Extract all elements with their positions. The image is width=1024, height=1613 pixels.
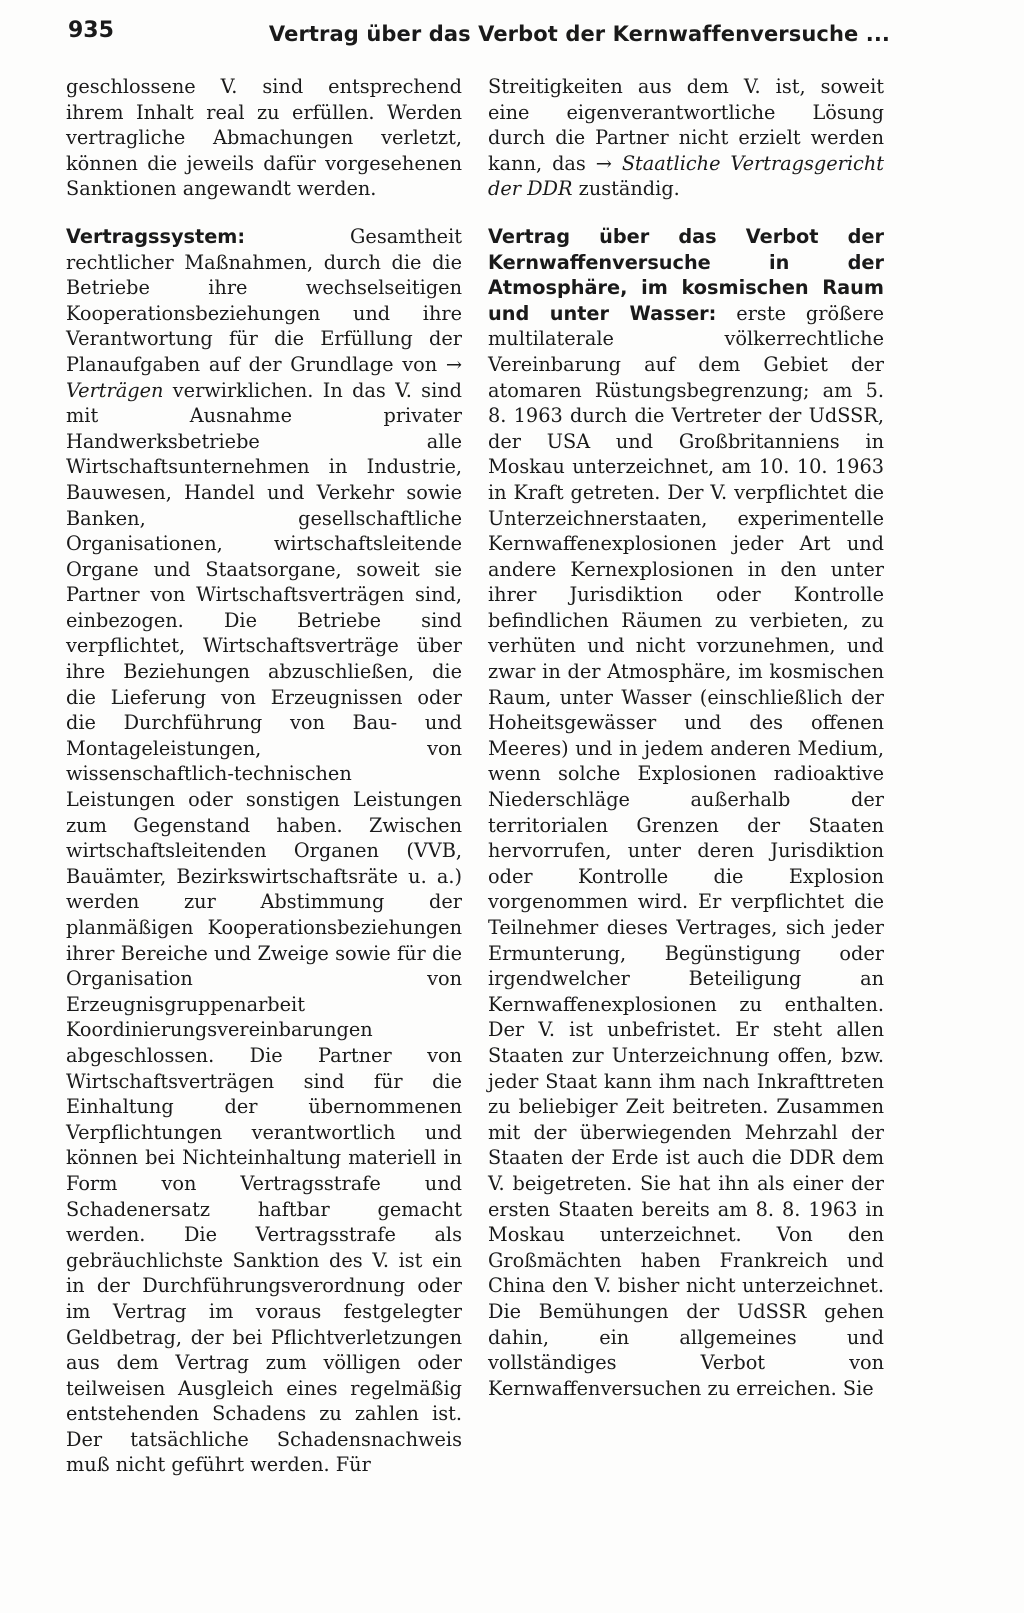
entry-text: zuständig. (572, 177, 680, 201)
arrow-icon: → (445, 352, 462, 376)
entry-text: Gesamtheit rechtlicher Maßnahmen, durch die die Betriebe ihre wechselseitigen Kooperationsbeziehungen und ihre Verantwortung für die Erfüllung der Planaufgaben auf der Grundlage von (66, 224, 462, 376)
cross-reference-label: Staatliche Vertragsgericht der DDR (488, 151, 885, 201)
continuation-paragraph: geschlossene V. sind entsprechend ihrem Inhalt real zu erfüllen. Werden vertragliche Abmachungen verletzt, können die jeweils dafür vorgesehenen Sanktionen angewandt werden. (66, 75, 462, 201)
entry-text: Streitigkeiten aus dem V. ist, soweit eine eigenverantwortliche Lösung durch die Partner nicht erzielt werden kann, das (488, 75, 884, 175)
continuation-paragraph (488, 74, 884, 202)
running-title: Vertrag über das Verbot der Kernwaffenversuche ... (268, 22, 890, 46)
entry-kernwaffenversuche (488, 224, 884, 1401)
page-header (68, 18, 890, 68)
entry-text: erste größere multilaterale völkerrechtliche Vereinbarung auf dem Gebiet der atomaren Rüstungsbegrenzung; am 5. 8. 1963 durch die Vertreter der UdSSR, der USA und Großbritanniens in Moskau unterzeichnet, am 10. 10. 1963 in Kraft getreten. Der V. verpflichtet die Unterzeichnerstaaten, experimentelle Kernwaffenexplosionen jeder Art und andere Kernexplosionen in den unter ihrer Jurisdiktion oder Kontrolle befindlichen Räumen zu verbieten, zu verhüten und nicht vorzunehmen, und zwar in der Atmosphäre, im kosmischen Raum, unter Wasser (einschließlich der Hoheitsgewässer und des offenen Meeres) und in jedem anderen Medium, wenn solche Explosionen radioaktive Niederschläge außerhalb der territorialen Grenzen der Staaten hervorrufen, unter deren Jurisdiktion oder Kontrolle die Explosion vorgenommen wird. Er verpflichtet die Teilnehmer dieses Vertrages, sich jeder Ermunterung, Begünstigung oder irgendwelcher Beteiligung an Kernwaffenexplosionen zu enthalten. Der V. ist unbefristet. Er steht allen Staaten zur Unterzeichnung offen, bzw. jeder Staat kann ihm nach Inkrafttreten zu beliebiger Zeit beitreten. Zusammen mit der überwiegenden Mehrzahl der Staaten der Erde ist auch die DDR dem V. beigetreten. Sie hat ihn als einer der ersten Staaten bereits am 8. 8. 1963 in Moskau unterzeichnet. Von den Großmächten haben Frankreich und China den V. bisher nicht unterzeichnet. Die Bemühungen der UdSSR gehen dahin, ein allgemeines und vollständiges Verbot von Kernwaffenversuchen zu erreichen. Sie (488, 301, 884, 1400)
entry-term: Vertragssystem: (66, 224, 246, 248)
page-number: 935 (68, 18, 114, 43)
right-column (488, 74, 884, 1401)
cross-reference-label: Verträgen (66, 378, 164, 402)
left-column (66, 74, 462, 1478)
arrow-icon: → (595, 151, 612, 175)
entry-term: Vertrag über das Verbot der Kernwaffenversuche in der Atmosphäre, im kosmischen Raum und unter Wasser: (488, 224, 884, 325)
entry-text: verwirklichen. In das V. sind mit Ausnahme privater Handwerksbetriebe alle Wirtschaftsunternehmen in Industrie, Bauwesen, Handel und Verkehr sowie Banken, gesellschaftliche Organisationen, wirtschaftsleitende Organe und Staatsorgane, soweit sie Partner von Wirtschaftsverträgen sind, einbezogen. Die Betriebe sind verpflichtet, Wirtschaftsverträge über ihre Beziehungen abzuschließen, die die Lieferung von Erzeugnissen oder die Durchführung von Bau- und Montageleistungen, von wissenschaftlich-technischen Leistungen oder sonstigen Leistungen zum Gegenstand haben. Zwischen wirtschaftsleitenden Organen (VVB, Bauämter, Bezirkswirtschaftsräte u. a.) werden zur Abstimmung der planmäßigen Kooperationsbeziehungen ihrer Bereiche und Zweige sowie für die Organisation von Erzeugnisgruppenarbeit Koordinierungsvereinbarungen abgeschlossen. Die Partner von Wirtschaftsverträgen sind für die Einhaltung der übernommenen Verpflichtungen verantwortlich und können bei Nichteinhaltung materiell in Form von Vertragsstrafe und Schadenersatz haftbar gemacht werden. Die Vertragsstrafe als gebräuchlichste Sanktion des V. ist ein in der Durchführungsverordnung oder im Vertrag im voraus festgelegter Geldbetrag, der bei Pflichtverletzungen aus dem Vertrag zum völligen oder teilweisen Ausgleich eines regelmäßig entstehenden Schadens zu zahlen ist. Der tatsächliche Schadensnachweis muß nicht geführt werden. Für (66, 378, 462, 1477)
entry-vertragssystem (66, 224, 462, 1478)
